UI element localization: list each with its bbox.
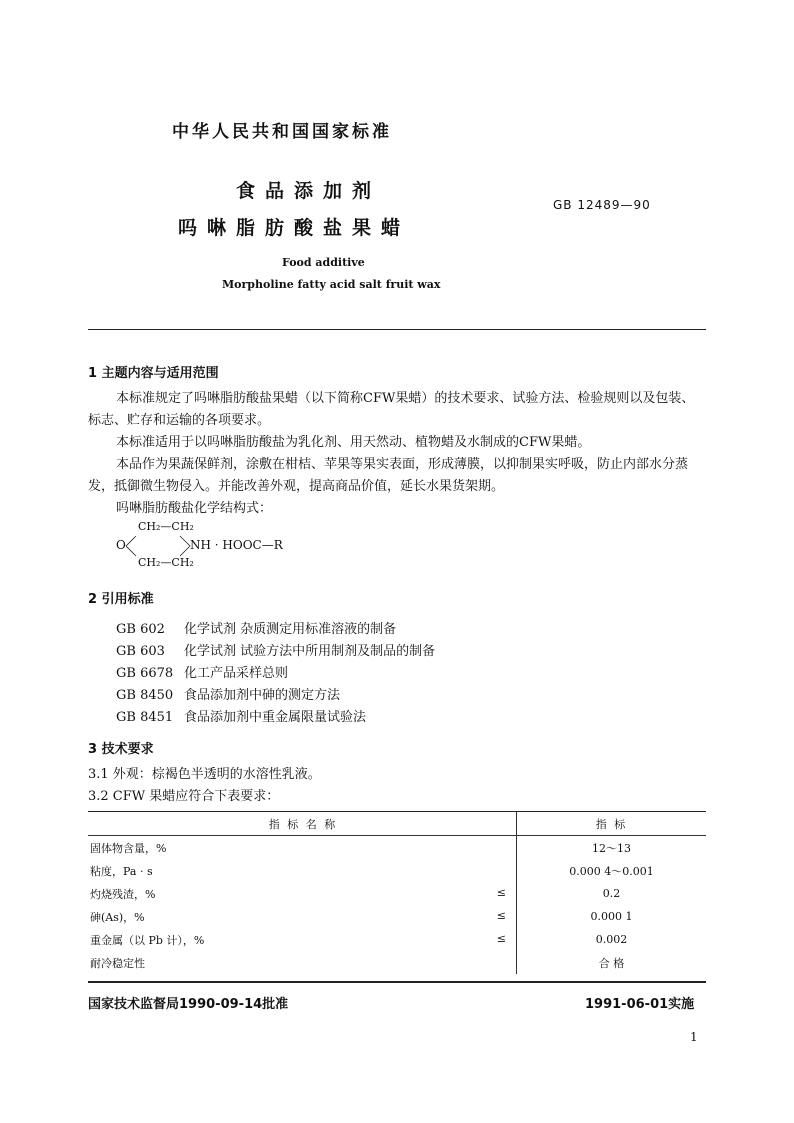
reference-title: 化工产品采样总则 xyxy=(184,666,289,681)
national-standard-heading: 中华人民共和国国家标准 xyxy=(172,122,392,142)
le-symbol: ≤ xyxy=(496,931,506,945)
reference-code: GB 8451 xyxy=(116,710,174,725)
le-symbol: ≤ xyxy=(496,908,506,922)
row-name: 耐冷稳定性 xyxy=(90,956,145,970)
title-line1: 食品添加剂 xyxy=(236,180,382,202)
le-symbol: ≤ xyxy=(496,885,506,899)
reference-title: 化学试剂 试验方法中所用制剂及制品的制备 xyxy=(184,644,436,659)
reference-item xyxy=(116,618,396,637)
reference-item xyxy=(116,662,288,681)
reference-code: GB 6678 xyxy=(116,666,174,681)
formula-oxygen: O xyxy=(116,538,126,552)
row-name: 固体物含量，% xyxy=(90,841,167,855)
title-divider xyxy=(88,329,706,330)
formula-bottom-chain: CH₂—CH₂ xyxy=(138,556,194,569)
header-indicator-name: 指 标 名 称 xyxy=(268,817,338,831)
table-row xyxy=(88,882,706,905)
requirements-table xyxy=(88,812,706,974)
reference-title: 化学试剂 杂质测定用标准溶液的制备 xyxy=(184,622,397,637)
table-row xyxy=(88,905,706,928)
header-indicator-value: 指 标 xyxy=(517,812,707,836)
chemical-structure xyxy=(116,520,316,572)
reference-item xyxy=(116,706,366,725)
table-row xyxy=(88,859,706,882)
reference-title: 食品添加剂中砷的测定方法 xyxy=(184,688,341,703)
row-value: 12～13 xyxy=(517,836,707,860)
reference-item xyxy=(116,640,435,659)
section1-heading: 1 主题内容与适用范围 xyxy=(88,366,219,381)
title-line2: 吗啉脂肪酸盐果蜡 xyxy=(178,217,411,239)
row-name xyxy=(88,928,517,951)
section3-item-3-2: 3.2 CFW 果蜡应符合下表要求： xyxy=(88,789,280,804)
section1-p1-line2: 标志、贮存和运输的各项要求。 xyxy=(88,413,271,428)
row-value: 合 格 xyxy=(517,951,707,974)
section3-heading: 3 技术要求 xyxy=(88,742,154,757)
table-row xyxy=(88,951,706,974)
english-title-line2: Morpholine fatty acid salt fruit wax xyxy=(222,278,441,291)
section1-p1-line1: 本标准规定了吗啉脂肪酸盐果蜡（以下简称CFW果蜡）的技术要求、试验方法、检验规则以及包装、 xyxy=(116,391,695,406)
effective-date: 1991-06-01实施 xyxy=(585,997,695,1012)
table-header-row xyxy=(88,812,706,836)
page-number: 1 xyxy=(690,1030,698,1044)
footer-divider xyxy=(88,981,706,983)
row-name-text: 灼烧残渣，% xyxy=(90,887,156,901)
row-name: 粘度，Pa · s xyxy=(90,864,153,878)
english-title-line1: Food additive xyxy=(282,256,365,269)
row-value: 0.000 1 xyxy=(517,905,707,928)
reference-code: GB 603 xyxy=(116,644,165,659)
section1-p4: 吗啉脂肪酸盐化学结构式： xyxy=(116,501,273,516)
row-value: 0.2 xyxy=(517,882,707,905)
approval-line: 国家技术监督局1990-09-14批准 xyxy=(88,997,289,1012)
formula-right-group: NH · HOOC—R xyxy=(190,538,283,552)
section3-item-3-1: 3.1 外观：棕褐色半透明的水溶性乳液。 xyxy=(88,767,321,782)
row-name xyxy=(88,905,517,928)
row-name xyxy=(88,882,517,905)
reference-item xyxy=(116,684,340,703)
table-row xyxy=(88,928,706,951)
reference-code: GB 8450 xyxy=(116,688,174,703)
section1-p2: 本标准适用于以吗啉脂肪酸盐为乳化剂、用天然动、植物蜡及水制成的CFW果蜡。 xyxy=(116,435,591,450)
standard-code: GB 12489—90 xyxy=(553,198,651,212)
row-value: 0.002 xyxy=(517,928,707,951)
reference-code: GB 602 xyxy=(116,622,165,637)
row-name-text: 砷(As)，% xyxy=(90,910,145,924)
table-row xyxy=(88,836,706,860)
reference-title: 食品添加剂中重金属限量试验法 xyxy=(184,710,367,725)
section2-heading: 2 引用标准 xyxy=(88,592,154,607)
section1-p3-line1: 本品作为果蔬保鲜剂，涂敷在柑桔、苹果等果实表面，形成薄膜，以抑制果实呼吸，防止内部水分蒸 xyxy=(116,457,689,472)
section1-p3-line2: 发，抵御微生物侵入。并能改善外观，提高商品价值，延长水果货架期。 xyxy=(88,479,505,494)
row-value: 0.000 4～0.001 xyxy=(517,859,707,882)
formula-top-chain: CH₂—CH₂ xyxy=(138,520,194,533)
row-name-text: 重金属（以 Pb 计），% xyxy=(90,933,205,947)
